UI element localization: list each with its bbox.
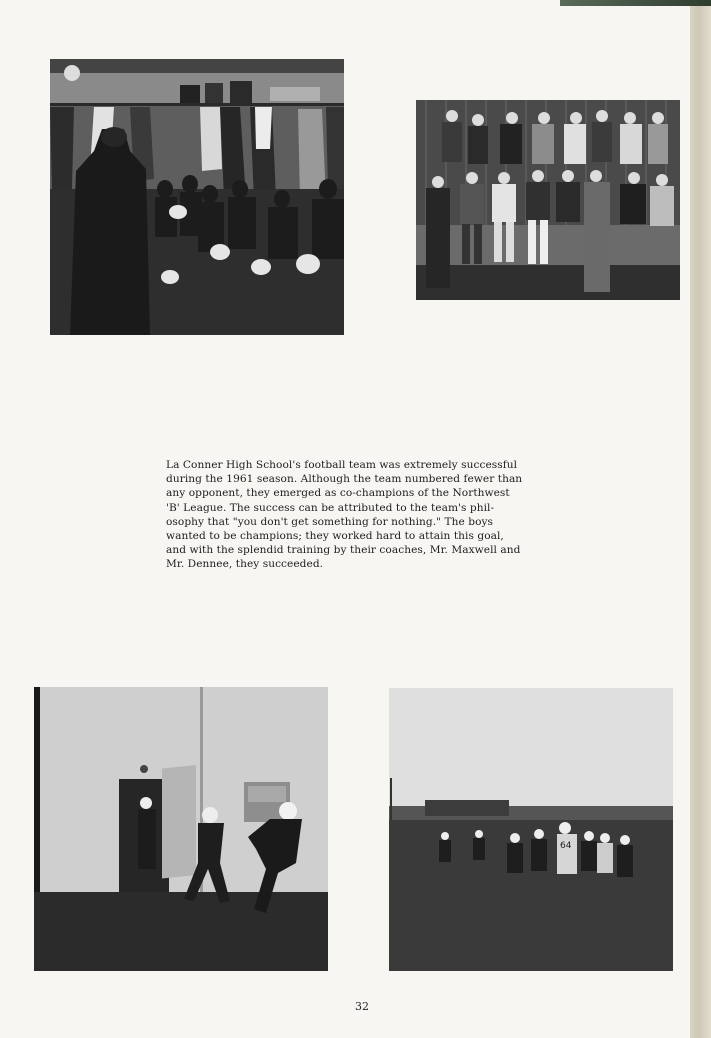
book-spine-edge	[690, 0, 711, 1038]
players-exiting-image	[34, 687, 328, 971]
photo-field-scrimmage	[389, 688, 673, 971]
photo-locker-room	[50, 59, 344, 335]
locker-room-image	[50, 59, 344, 335]
photo-team-portrait	[416, 100, 680, 300]
caption-paragraph: La Conner High School's football team was extremely successful during the 1961 season. Although the team numbered fewer than any opponent, they emerged as co-champions of the Northwest 'B' League. The success can be attributed to the team's phil- osophy that "you don't get something for nothing." The boys wanted to be champions; they worked hard to attain this goal, and with the splendid training by their coaches, Mr. Maxwell and Mr. Dennee, they succeeded.	[166, 459, 523, 571]
jersey-number: 64	[560, 841, 572, 851]
team-portrait-image	[416, 100, 680, 300]
photo-players-exiting-building	[34, 687, 328, 971]
cover-edge-strip	[560, 0, 711, 6]
field-scrimmage-image	[389, 688, 673, 971]
page-number: 32	[355, 1000, 369, 1013]
